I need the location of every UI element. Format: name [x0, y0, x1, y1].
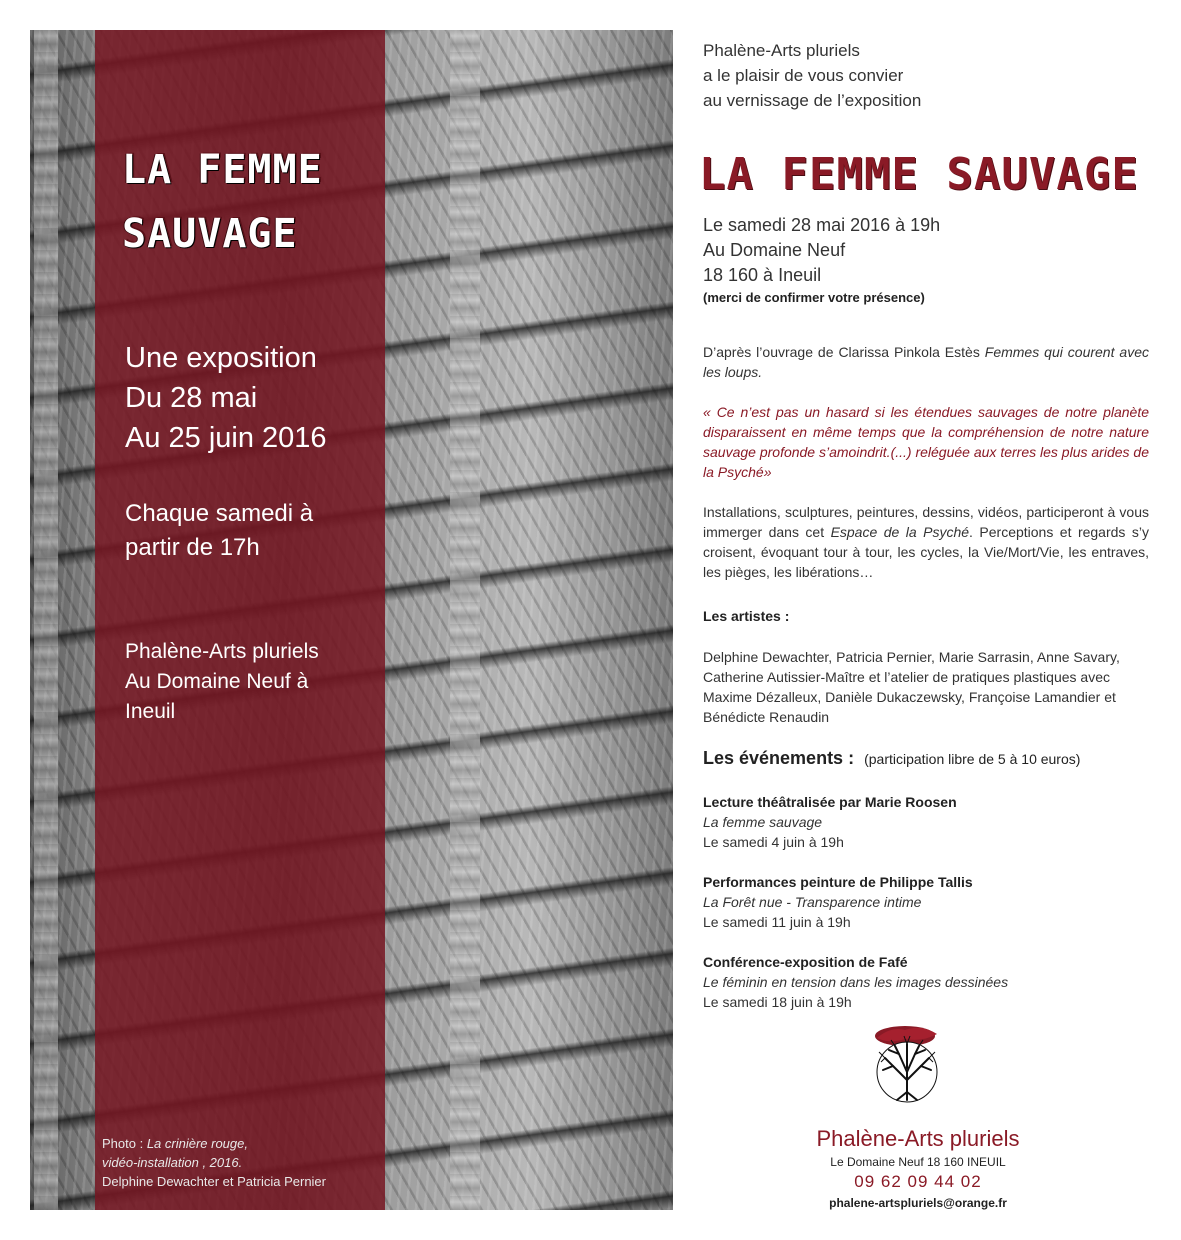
- description-emphasis: Espace de la Psyché: [830, 524, 970, 540]
- artists-heading: Les artistes :: [703, 608, 790, 624]
- intro-text: D’après l’ouvrage de Clarissa Pinkola Estès: [703, 344, 985, 360]
- poster-title: [122, 138, 372, 266]
- opening-info: [703, 213, 1153, 307]
- organization-contact: [703, 1124, 1133, 1212]
- event-item: [703, 872, 1153, 932]
- event-title: Lecture théâtralisée par Marie Roosen: [703, 794, 957, 810]
- org-name: Phalène-Arts pluriels: [816, 1126, 1020, 1151]
- poster-opening-hours: [125, 497, 375, 565]
- org-email: phalene-artspluriels@orange.fr: [829, 1196, 1007, 1210]
- opening-town: 18 160 à Ineuil: [703, 265, 822, 285]
- poster-hours-line: Chaque samedi à: [125, 500, 314, 527]
- credit-artists: Delphine Dewachter et Patricia Pernier: [102, 1174, 326, 1189]
- poster-image: [30, 30, 673, 1210]
- org-address: Le Domaine Neuf 18 160 INEUIL: [830, 1155, 1006, 1169]
- artists-list: Delphine Dewachter, Patricia Pernier, Marie Sarrasin, Anne Savary, Catherine Autissier-Maître et l’atelier de pratiques plastiques avec Maxime Dézalleux, Danièle Dukaczewsky, Françoise Lamandier et Bénédicte Renaudin: [703, 649, 1120, 725]
- event-work: Le féminin en tension dans les images dessinées: [703, 974, 1009, 990]
- events-heading: [703, 748, 1153, 769]
- poster-exhibition-dates: [125, 338, 385, 458]
- opening-date: Le samedi 28 mai 2016 à 19h: [703, 215, 941, 235]
- credit-prefix: Photo :: [102, 1136, 147, 1151]
- poster-title-line: LA FEMME: [122, 147, 323, 193]
- event-item: [703, 792, 1153, 852]
- invite-line: Phalène-Arts pluriels: [703, 41, 860, 60]
- events-price-note: (participation libre de 5 à 10 euros): [864, 751, 1081, 767]
- quote-paragraph: « Ce n’est pas un hasard si les étendues sauvages de notre planète disparaissent en même temps que la compréhension de notre nature sauvage profonde s’amoindrit.(...) reléguée aux terres les plus arides de la Psyché»: [703, 404, 1149, 480]
- poster-venue: [125, 637, 375, 727]
- invite-line: a le plaisir de vous convier: [703, 66, 904, 85]
- event-title: Conférence-exposition de Fafé: [703, 954, 908, 970]
- book-title: Femmes qui courent avec les loups.: [703, 344, 1149, 380]
- poster-expo-line: Du 28 mai: [125, 382, 258, 414]
- event-work: La femme sauvage: [703, 814, 823, 830]
- rsvp-note: (merci de confirmer votre présence): [703, 290, 925, 305]
- poster-texture-strip: [34, 30, 58, 1210]
- poster-venue-line: Phalène-Arts pluriels: [125, 640, 319, 663]
- events-title: Les événements :: [703, 748, 855, 768]
- org-phone: 09 62 09 44 02: [854, 1172, 982, 1191]
- event-date: Le samedi 11 juin à 19h: [703, 914, 851, 930]
- event-date: Le samedi 4 juin à 19h: [703, 834, 844, 850]
- event-title: Performances peinture de Philippe Tallis: [703, 874, 973, 890]
- event-work: La Forêt nue - Transparence intime: [703, 894, 922, 910]
- poster-venue-line: Au Domaine Neuf à: [125, 670, 309, 693]
- invite-line: au vernissage de l’exposition: [703, 91, 922, 110]
- poster-expo-line: Une exposition: [125, 342, 317, 374]
- poster-expo-line: Au 25 juin 2016: [125, 422, 327, 454]
- tree-logo-icon: [871, 1022, 943, 1112]
- main-title: LA FEMME SAUVAGE: [699, 149, 1139, 200]
- description-text: . Perceptions et regards s’y croisent, évoquant tour à tour, les cycles, la Vie/Mort/Vie, les entraves, les pièges, les libérations…: [703, 524, 1149, 580]
- credit-title: La crinière rouge,: [146, 1136, 248, 1151]
- opening-place: Au Domaine Neuf: [703, 240, 846, 260]
- invitation-intro: [703, 38, 1153, 113]
- event-date: Le samedi 18 juin à 19h: [703, 994, 852, 1010]
- poster-venue-line: Ineuil: [125, 700, 176, 723]
- poster-hours-line: partir de 17h: [125, 534, 260, 561]
- credit-medium: vidéo-installation , 2016.: [102, 1155, 243, 1170]
- poster-texture-strip: [450, 30, 480, 1210]
- event-item: [703, 952, 1153, 1012]
- description-paragraph: [703, 502, 1149, 582]
- poster-title-line: SAUVAGE: [122, 211, 298, 257]
- description-text: Installations, sculptures, peintures, dessins, vidéos, participeront à vous immerger dans cet: [703, 504, 1149, 540]
- photo-credit: [102, 1134, 392, 1191]
- intro-paragraph: [703, 342, 1149, 382]
